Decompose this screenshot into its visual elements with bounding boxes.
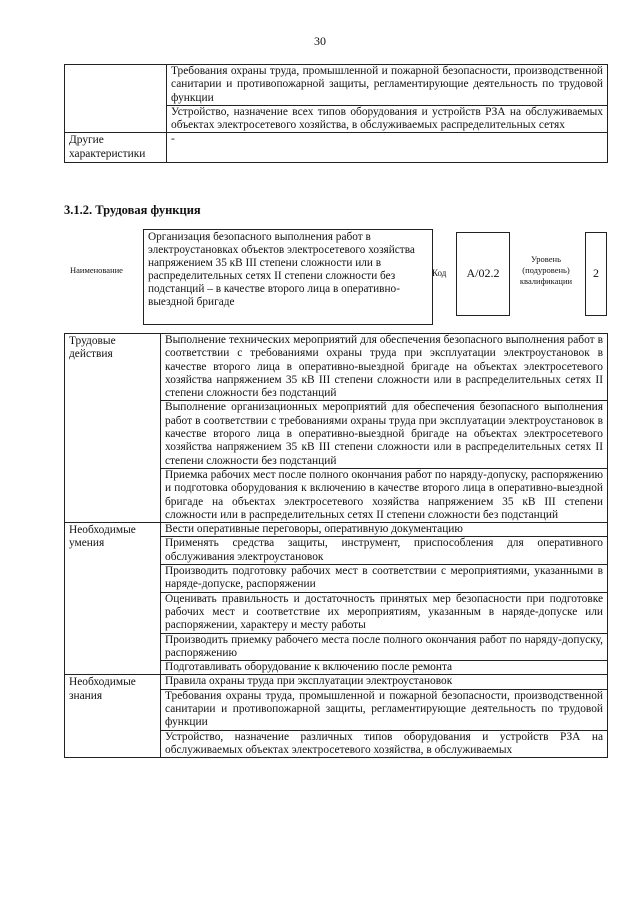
row-text: Подготавливать оборудование к включению после ремонта xyxy=(161,661,608,675)
row-text: Правила охраны труда при эксплуатации электроустановок xyxy=(161,675,608,689)
row-text: Требования охраны труда, промышленной и пожарной безопасности, производственной санитарии и противопожарной защиты, регламентирующие деятельность по трудовой функции xyxy=(161,689,608,730)
row-text: - xyxy=(167,133,608,163)
table-row xyxy=(65,523,608,537)
page-number: 30 xyxy=(314,34,326,48)
function-name: Организация безопасного выполнения работ в электроустановках объектов электросетевого хозяйства напряжением 35 кВ III степени сложности или в распределительных сетях II степени сложности без подстанций – в качестве второго лица в оперативно-выездной бригаде xyxy=(143,229,433,325)
row-label: Другие характеристики xyxy=(65,133,167,163)
row-text: Устройство, назначение всех типов оборудования и устройств РЗА на обслуживаемых объектах электросетевого хозяйства, в обслуживаемых распределительных сетях xyxy=(167,105,608,133)
section-title: 3.1.2. Трудовая функция xyxy=(64,203,201,217)
group-label: Необходимые умения xyxy=(65,523,161,675)
main-table xyxy=(64,333,608,758)
table-row xyxy=(65,675,608,689)
code-value: А/02.2 xyxy=(456,232,510,316)
row-text: Устройство, назначение различных типов оборудования и устройств РЗА на обслуживаемых объектах электросетевого хозяйства, в обслуживаемых xyxy=(161,730,608,758)
row-text: Применять средства защиты, инструмент, приспособления для оперативного обслуживания электроустановок xyxy=(161,537,608,565)
table-row xyxy=(65,65,608,106)
group-label: Необходимые знания xyxy=(65,675,161,758)
row-text: Требования охраны труда, промышленной и пожарной безопасности, производственной санитарии и противопожарной защиты, регламентирующие деятельность по трудовой функции xyxy=(167,65,608,106)
row-text: Выполнение организационных мероприятий для обеспечения безопасного выполнения работ в соответствии с требованиями охраны труда при эксплуатации электроустановок в качестве второго лица в оперативно-выездной бригаде на объектах электросетевого хозяйства напряжением 35 кВ III степени сложности или в распределительных сетях II степени сложности без подстанций xyxy=(161,401,608,468)
code-label: Код xyxy=(432,268,447,278)
top-table xyxy=(64,64,608,163)
row-text: Приемка рабочих мест после полного окончания работ по наряду-допуску, распоряжению и подготовка оборудования к включению в качестве второго лица в оперативно-выездной бригаде на объектах электросетевого хозяйства напряжением 35 кВ III степени сложности или в распределительных сетях II степени сложности без подстанций xyxy=(161,468,608,522)
level-label: Уровень (подуровень) квалификации xyxy=(519,254,573,286)
table-row xyxy=(65,133,608,163)
level-value: 2 xyxy=(585,232,607,316)
row-text: Производить подготовку рабочих мест в соответствии с мероприятиями, указанными в наряде-допуске, распоряжении xyxy=(161,565,608,593)
name-label: Наименование xyxy=(70,265,123,275)
row-text: Вести оперативные переговоры, оперативную документацию xyxy=(161,523,608,537)
group-label: Трудовые действия xyxy=(65,334,161,523)
row-text: Производить приемку рабочего места после полного окончания работ по наряду-допуску, распоряжению xyxy=(161,633,608,661)
row-text: Оценивать правильность и достаточность принятых мер безопасности при подготовке рабочих мест и соответствие их мероприятиям, указанным в наряде-допуске или распоряжении, характеру и месту работы xyxy=(161,592,608,633)
row-text: Выполнение технических мероприятий для обеспечения безопасного выполнения работ в соответствии с требованиями охраны труда при эксплуатации электроустановок в качестве второго лица в оперативно-выездной бригаде на объектах электросетевого хозяйства напряжением 35 кВ III степени сложности или в распределительных сетях II степени сложности без подстанций xyxy=(161,334,608,401)
row-label xyxy=(65,65,167,133)
table-row xyxy=(65,334,608,401)
